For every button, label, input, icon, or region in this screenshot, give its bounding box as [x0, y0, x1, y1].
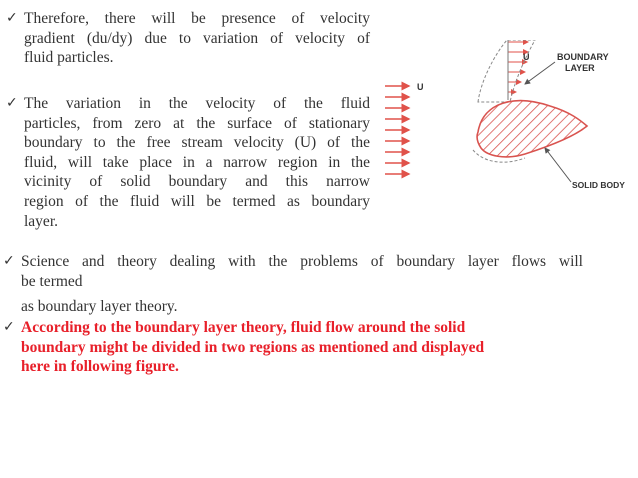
text-line: vicinity of solid boundary and this narrow: [24, 173, 370, 191]
checkmark-icon: ✓: [6, 95, 18, 111]
checkmark-icon: ✓: [6, 10, 18, 26]
boundary-layer-figure: [375, 40, 638, 220]
text-line: boundary might be divided in two regions as mentioned and displayed: [21, 338, 485, 356]
text-line: gradient (du/dy) due to variation of velocity of: [24, 29, 370, 47]
free-stream-velocity-label: U: [417, 82, 424, 92]
velocity-profile-arrows: [508, 42, 528, 92]
edge-velocity-label: U: [523, 52, 530, 62]
boundary-layer-region: [478, 40, 535, 102]
bullet-text: [3, 252, 583, 291]
text-line: region of the fluid will be termed as boundary: [24, 192, 370, 210]
solid-body-pointer: [545, 148, 571, 182]
free-stream-arrows: [385, 86, 409, 174]
boundary-layer-label-line2: LAYER: [565, 63, 595, 73]
text-line: here in following figure.: [21, 358, 179, 376]
checkmark-icon: ✓: [3, 319, 15, 335]
text-line: be termed: [21, 272, 83, 290]
bullet-two-regions-highlight: [3, 318, 563, 377]
text-line: particles, from zero at the surface of stationary: [24, 114, 370, 132]
text-line: Therefore, there will be presence of velocity: [24, 10, 370, 27]
bullet-text: [6, 9, 370, 68]
bullet-velocity-gradient: [6, 9, 370, 68]
text-line: fluid, will take place in a narrow region in the: [24, 153, 370, 171]
text-line: layer.: [24, 212, 58, 230]
text-line: Science and theory dealing with the problems of boundary layer flows will: [21, 253, 583, 270]
bullet-velocity-variation: [6, 94, 370, 231]
boundary-layer-pointer: [525, 62, 555, 84]
solid-body-shape: [477, 101, 587, 157]
text-line: fluid particles.: [24, 49, 114, 67]
text-line: The variation in the velocity of the fluid: [24, 95, 370, 112]
continuation-text: as boundary layer theory.: [21, 298, 178, 315]
bullet-boundary-layer-theory: [3, 252, 583, 291]
text-line: According to the boundary layer theory, fluid flow around the solid: [21, 319, 466, 336]
checkmark-icon: ✓: [3, 253, 15, 269]
bullet-text: [6, 94, 370, 231]
bullet-text: [3, 318, 563, 377]
text-line: boundary to the free stream velocity (U) of the: [24, 134, 370, 152]
boundary-layer-label-line1: BOUNDARY: [557, 52, 609, 62]
solid-body-label: SOLID BODY: [572, 180, 625, 190]
